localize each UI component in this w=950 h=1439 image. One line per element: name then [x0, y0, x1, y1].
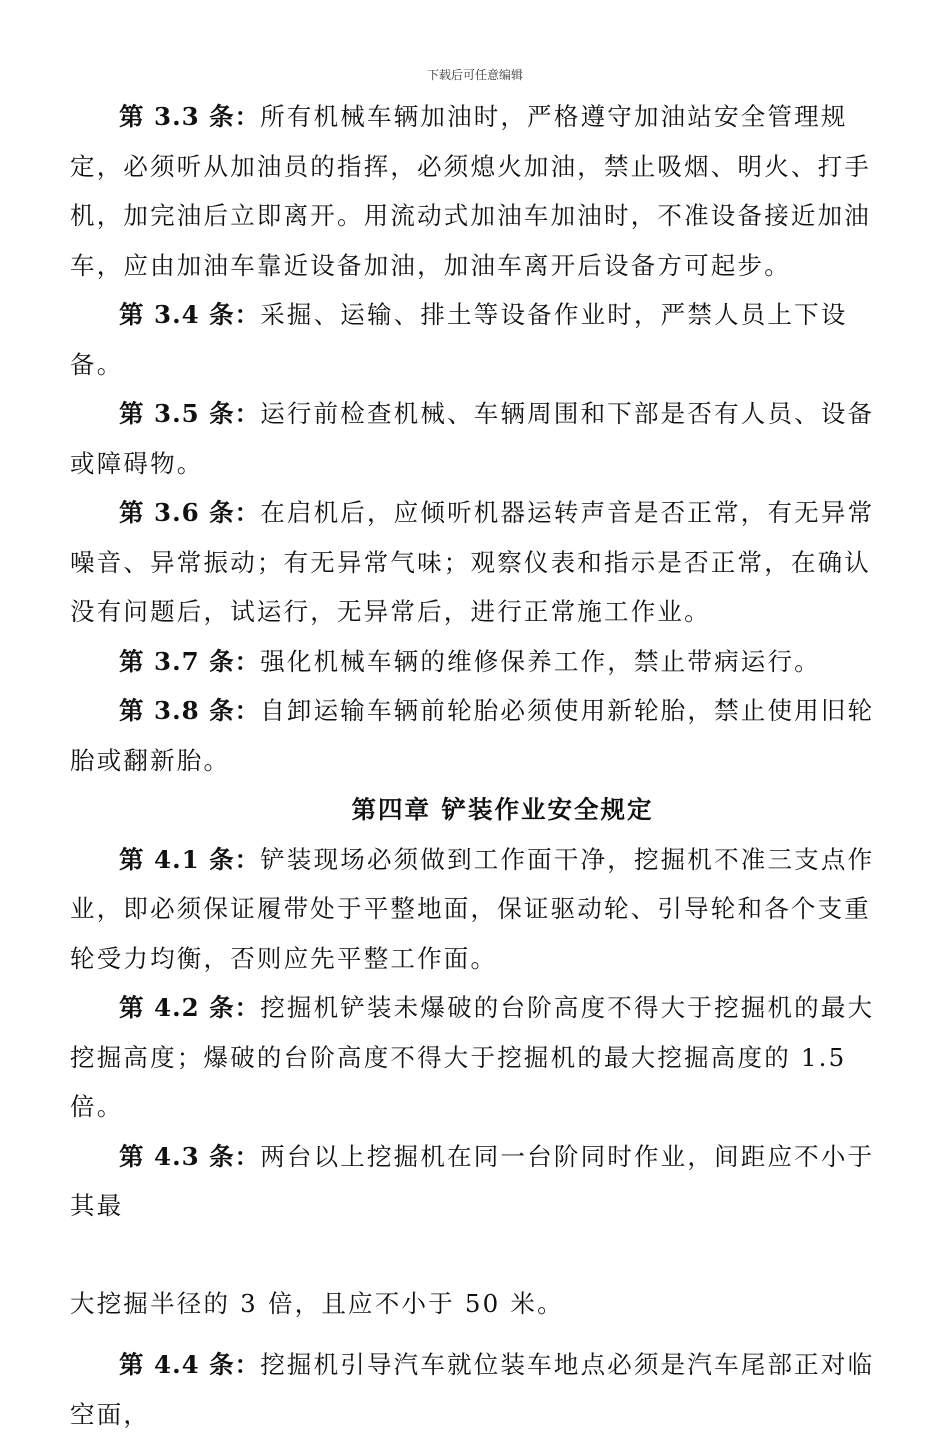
article-3-5	[70, 389, 885, 488]
article-text: 运行前检查机械、车辆周围和下部是否有人员、设备或障碍物。	[70, 399, 875, 478]
article-label: 第 4.3 条：	[119, 1141, 261, 1171]
article-label: 第 3.6 条：	[119, 498, 261, 527]
article-label: 第 3.4 条：	[119, 300, 261, 329]
article-label: 第 4.2 条：	[119, 993, 261, 1022]
article-3-7	[70, 637, 885, 687]
article-text: 在启机后，应倾听机器运转声音是否正常，有无异常噪音、异常振动；有无异常气味；观察仪表和指示是否正常，在确认没有问题后，试运行，无异常后，进行正常施工作业。	[70, 498, 875, 626]
article-4-3	[70, 1132, 885, 1231]
article-label: 第 4.1 条：	[119, 844, 261, 874]
chapter-title: 第四章 铲装作业安全规定	[351, 795, 654, 824]
article-text: 挖掘机引导汽车就位装车地点必须是汽车尾部正对临空面，	[70, 1350, 875, 1429]
article-label: 第 3.8 条：	[119, 696, 261, 725]
document-body	[70, 92, 885, 1439]
article-label: 第 4.4 条：	[119, 1350, 261, 1379]
article-3-3	[70, 92, 885, 290]
article-4-3-continuation: 大挖掘半径的 3 倍，且应不小于 50 米。	[70, 1288, 564, 1318]
article-4-4	[70, 1340, 885, 1439]
article-text: 所有机械车辆加油时，严格遵守加油站安全管理规定，必须听从加油员的指挥，必须熄火加油，禁止吸烟、明火、打手机，加完油后立即离开。用流动式加油车加油时，不准设备接近加油车，应由加油车靠近设备加油，加油车离开后设备方可起步。	[70, 102, 871, 280]
article-4-2	[70, 983, 885, 1132]
page-header-note: 下载后可任意编辑	[426, 68, 523, 82]
article-3-4	[70, 290, 885, 389]
article-label: 第 3.7 条：	[119, 646, 261, 676]
article-text: 自卸运输车辆前轮胎必须使用新轮胎，禁止使用旧轮胎或翻新胎。	[70, 696, 875, 775]
article-text: 强化机械车辆的维修保养工作，禁止带病运行。	[260, 646, 821, 676]
article-3-8	[70, 686, 885, 785]
article-text: 铲装现场必须做到工作面干净，挖掘机不准三支点作业，即必须保证履带处于平整地面，保证驱动轮、引导轮和各个支重轮受力均衡，否则应先平整工作面。	[70, 844, 875, 973]
article-text: 采掘、运输、排土等设备作业时，严禁人员上下设备。	[70, 300, 848, 379]
article-4-1	[70, 835, 885, 984]
article-label: 第 3.5 条：	[119, 399, 261, 428]
article-3-6	[70, 488, 885, 637]
article-text: 两台以上挖掘机在同一台阶同时作业，间距应不小于其最	[70, 1141, 875, 1220]
article-text: 挖掘机铲装未爆破的台阶高度不得大于挖掘机的最大挖掘高度；爆破的台阶高度不得大于挖掘机的最大挖掘高度的 1.5 倍。	[70, 993, 875, 1121]
article-label: 第 3.3 条：	[119, 102, 261, 131]
